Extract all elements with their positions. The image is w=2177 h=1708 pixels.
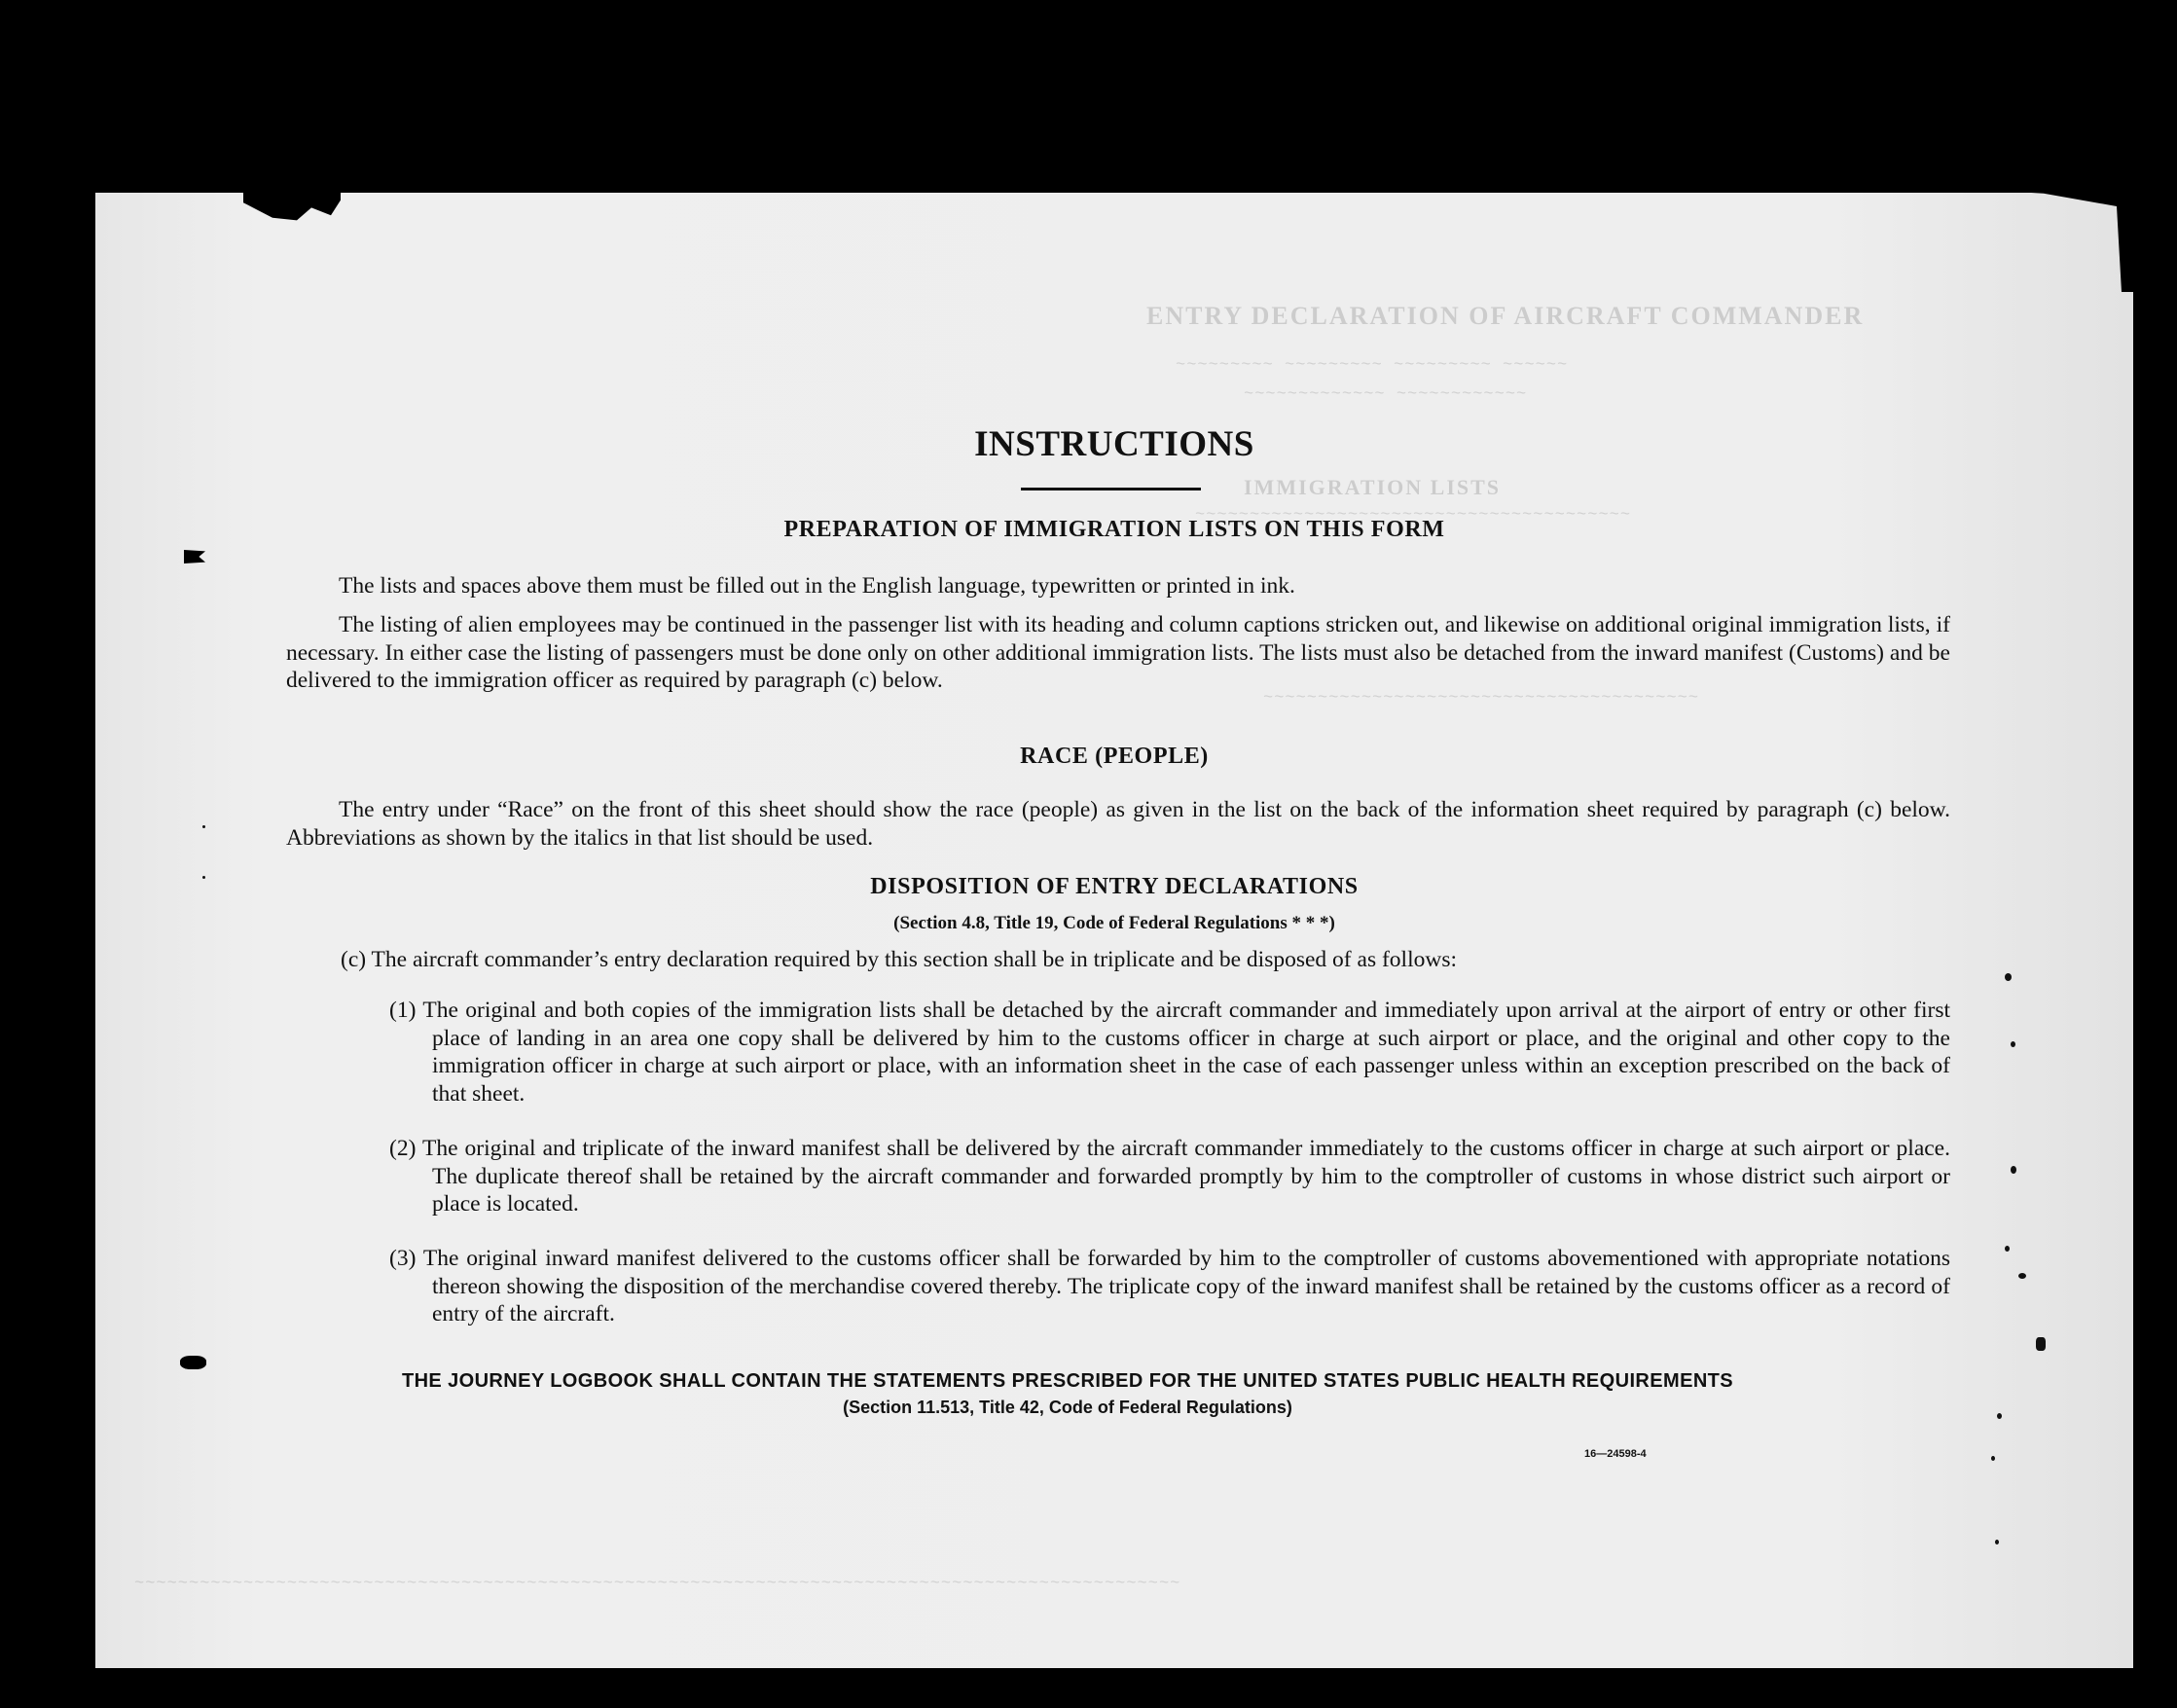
disposition-lead: (c) The aircraft commander’s entry declaration required by this section shall be in triplicate and be disposed of as follows: — [341, 947, 1457, 972]
document-sheet — [95, 193, 2133, 1668]
disposition-citation: (Section 4.8, Title 19, Code of Federal Regulations * * *) — [893, 913, 1335, 933]
disposition-item-1: (1) The original and both copies of the immigration lists shall be detached by the aircraft commander and immediately upon arrival at the airport of entry or other first place of landing in an area one copy shall be delivered by him to the customs officer in charge at such airport or place, and the original and other copy to the immigration officer in charge at such airport or place, with an information sheet in the case of each passenger unless within an exception prescribed on the back of that sheet. — [389, 998, 1950, 1107]
bleed-through-heading: ENTRY DECLARATION OF AIRCRAFT COMMANDER — [1146, 302, 1865, 330]
form-number: 16—24598-4 — [1584, 1448, 1647, 1460]
preparation-paragraph-1: The lists and spaces above them must be filled out in the English language, typewritten or printed in ink. — [339, 573, 1295, 599]
disposition-heading: DISPOSITION OF ENTRY DECLARATIONS — [870, 874, 1359, 899]
scan-speck — [2011, 1041, 2015, 1047]
bleed-through-line: ~~~~~~~~~~~~~ ~~~~~~~~~~~~ — [1244, 385, 1528, 404]
bleed-through-line: ~~~~~~~~~ ~~~~~~~~~ ~~~~~~~~~ ~~~~~~ — [1176, 356, 1569, 375]
bleed-through-line: ~~~~~~~~~~~~~~~~~~~~~~~~~~~~~~~~~~~~~~~~~~~~~~~~~~~~~~~~~~~~~~~~~~~~~~~~~~~~~~~~~~~~~~~~~~~~~~~~ — [134, 1575, 1181, 1593]
preparation-heading: PREPARATION OF IMMIGRATION LISTS ON THIS FORM — [783, 517, 1445, 542]
bleed-through-line: ~~~~~~~~~~~~~~~~~~~~~~~~~~~~~~~~~~~~~~~~ — [1195, 506, 1632, 525]
scan-speck — [2018, 1273, 2026, 1279]
bleed-through-line: ~~~~~~~~~~~~~~~~~~~~~~~~~~~~~~~~~~~~~~~~ — [1263, 689, 1700, 708]
footer-statement: THE JOURNEY LOGBOOK SHALL CONTAIN THE STATEMENTS PRESCRIBED FOR THE UNITED STATES PUBLIC HEALTH REQUIREMENTS — [401, 1370, 1734, 1392]
bleed-through-heading: IMMIGRATION LISTS — [1244, 475, 1502, 499]
scan-speck — [2005, 1246, 2010, 1252]
punch-mark — [180, 1356, 206, 1369]
scan-speck — [2036, 1337, 2046, 1351]
scan-speck — [2005, 973, 2012, 981]
preparation-paragraph-2: The listing of alien employees may be continued in the passenger list with its heading and column captions stricken out, and likewise on additional original immigration lists, if necessary. In either case the listing of passengers must be done only on other additional immigration lists. The lists must also be detached from the inward manifest (Customs) and be delivered to the immigration officer as required by paragraph (c) below. — [286, 612, 1950, 693]
scan-speck — [202, 876, 205, 879]
scan-speck — [1997, 1413, 2002, 1419]
scan-speck — [1995, 1540, 1999, 1544]
disposition-item-2: (2) The original and triplicate of the inward manifest shall be delivered by the aircraft commander immediately to the customs officer in charge at such airport or place. The duplicate thereof shall be retained by the aircraft commander and forwarded promptly by him to the comptroller of customs in whose district such airport or place is located. — [389, 1136, 1950, 1217]
page-title: INSTRUCTIONS — [974, 424, 1254, 464]
race-heading: RACE (PEOPLE) — [1020, 744, 1209, 769]
scan-speck — [1991, 1456, 1995, 1461]
scan-speck — [2011, 1166, 2016, 1174]
footer-citation: (Section 11.513, Title 42, Code of Federal Regulations) — [843, 1398, 1292, 1417]
disposition-item-3: (3) The original inward manifest delivered to the customs officer shall be forwarded by him to the comptroller of customs abovementioned with appropriate notations thereon showing the disposition of the merchandise covered thereby. The triplicate copy of the inward manifest shall be retained by the customs officer as a record of entry of the aircraft. — [389, 1246, 1950, 1326]
race-paragraph: The entry under “Race” on the front of this sheet should show the race (people) as given in the list on the back of the information sheet required by paragraph (c) below. Abbreviations as shown by the italics in that list should be used. — [286, 797, 1950, 851]
scan-speck — [202, 825, 205, 828]
title-underline — [1021, 488, 1201, 491]
